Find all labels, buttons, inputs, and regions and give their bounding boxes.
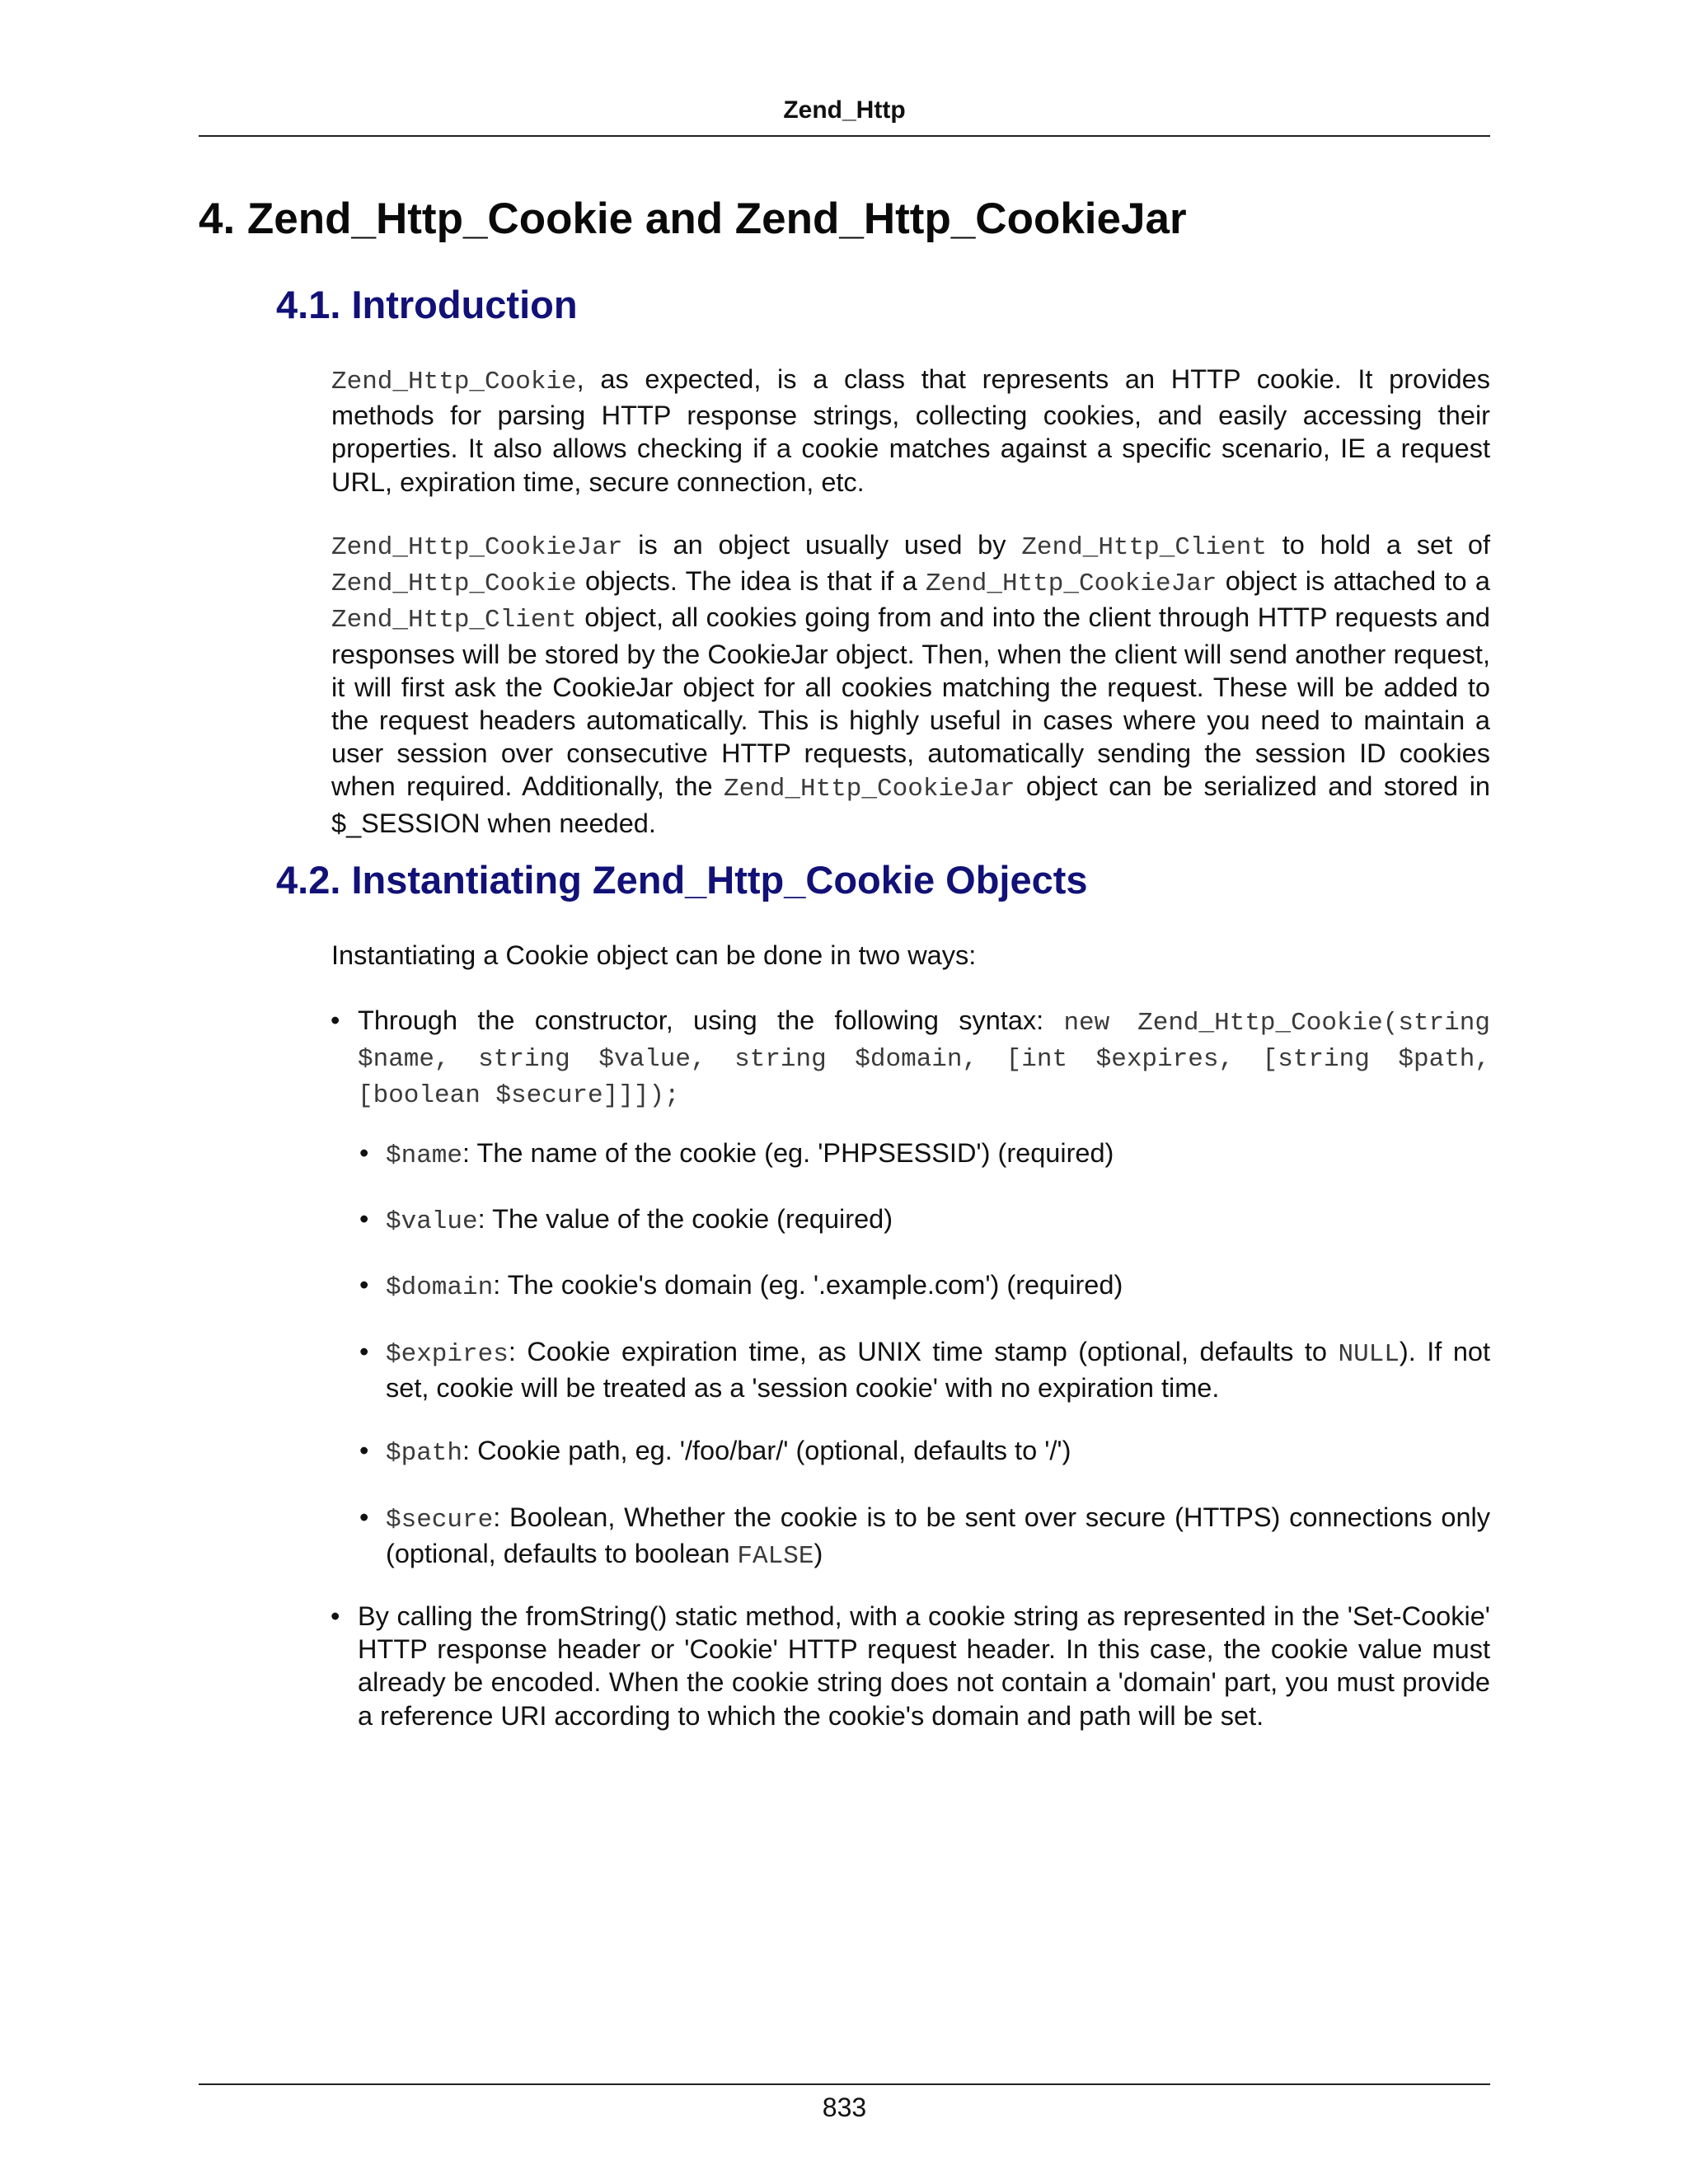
inline-code: $value (386, 1207, 478, 1236)
paragraph-text: , as expected, is a class that represents an HTTP cookie. It provides methods for parsing HTTP response strings, collecting cookies, and easily accessing their properties. It also allows checking if a cookie matches against a specific scenario, IE a request URL, expiration time, secure connection, etc. (331, 364, 1490, 497)
item-text: : Boolean, Whether the cookie is to be sent over secure (HTTPS) connections only (optional, defaults to boolean (386, 1502, 1490, 1569)
list-item-param-secure (359, 1501, 1490, 1573)
bullet-icon: • (359, 1270, 369, 1300)
paragraph-text: is an object usually used by (622, 530, 1022, 560)
list-item-param-name (359, 1137, 1490, 1173)
item-text: : Cookie path, eg. '/foo/bar/' (optional, defaults to '/') (462, 1436, 1071, 1465)
inline-code: Zend_Http_Client (331, 606, 577, 635)
inline-code: new Zend_Http_Cookie(string $name, string $value, string $domain, [int $expires, [string $path, [boolean $secure]]]); (358, 1009, 1490, 1111)
bullet-icon: • (359, 1502, 369, 1532)
paragraph-text: objects. The idea is that if a (576, 566, 926, 597)
inline-code: Zend_Http_CookieJar (331, 533, 623, 562)
list-item-param-expires (359, 1335, 1490, 1404)
inline-code: NULL (1338, 1340, 1400, 1369)
item-text: : The cookie's domain (eg. '.example.com') (required) (493, 1270, 1123, 1300)
inline-code: $path (386, 1439, 463, 1468)
paragraph-text: to hold a set of (1266, 530, 1490, 560)
inline-code: Zend_Http_CookieJar (723, 775, 1015, 804)
paragraph-text: object, all cookies going from and into the client through HTTP requests and responses will be stored by the CookieJar object. Then, when the client will send another request, it will first ask the CookieJar object for all cookies matching the request. These will be added to the request headers automatically. This is highly useful in cases where you need to maintain a user session over consecutive HTTP requests, automatically sending the session ID cookies when required. Additionally, the (331, 602, 1490, 802)
inline-code: Zend_Http_Client (1021, 533, 1267, 562)
bullet-icon: • (359, 1204, 369, 1234)
running-header: Zend_Http (783, 96, 906, 124)
footer-rule (199, 2083, 1490, 2085)
paragraph-text: object can be serialized and stored in $_SESSION when needed. (331, 771, 1490, 838)
item-text: : The name of the cookie (eg. 'PHPSESSID') (required) (462, 1138, 1114, 1168)
inline-code: Zend_Http_CookieJar (925, 569, 1217, 599)
chapter-title: 4. Zend_Http_Cookie and Zend_Http_CookieJar (199, 194, 1187, 243)
inline-code: $secure (386, 1506, 494, 1535)
bullet-icon: • (331, 1005, 340, 1035)
section-title-instantiating: 4.2. Instantiating Zend_Http_Cookie Objects (276, 858, 1088, 902)
item-text: Through the constructor, using the following syntax: (358, 1005, 1064, 1035)
page-number: 833 (822, 2093, 867, 2122)
instantiating-lead: Instantiating a Cookie object can be done in two ways: (331, 940, 977, 970)
item-text: ). If not set, cookie will be treated as a 'session cookie' with no expiration time. (386, 1337, 1490, 1404)
inline-code: Zend_Http_Cookie (331, 368, 577, 396)
bullet-icon: • (359, 1436, 369, 1465)
section-title-introduction: 4.1. Introduction (276, 283, 578, 326)
list-item-param-domain (359, 1268, 1490, 1305)
list-item-param-value (359, 1202, 1490, 1239)
inline-code: $expires (386, 1340, 509, 1369)
item-text: By calling the fromString() static method, with a cookie string as represented in the 'Set-Cookie' HTTP response header or 'Cookie' HTTP request header. In this case, the cookie value must already be encoded. When the cookie string does not contain a 'domain' part, you must provide a reference URI according to which the cookie's domain and path will be set. (358, 1601, 1490, 1731)
bullet-icon: • (359, 1138, 369, 1168)
inline-code: Zend_Http_Cookie (331, 569, 577, 599)
list-item-param-path (359, 1434, 1490, 1470)
bullet-icon: • (359, 1337, 369, 1366)
inline-code: $domain (386, 1273, 494, 1302)
item-text: ) (814, 1539, 823, 1569)
bullet-icon: • (331, 1601, 340, 1631)
item-text: : Cookie expiration time, as UNIX time stamp (optional, defaults to (508, 1337, 1339, 1366)
paragraph-text: object is attached to a (1217, 566, 1490, 597)
inline-code: FALSE (737, 1542, 814, 1572)
intro-paragraph-1 (331, 363, 1490, 499)
list-item-fromstring (331, 1600, 1490, 1732)
intro-paragraph-2 (331, 528, 1490, 840)
list-item-constructor (331, 1004, 1490, 1113)
item-text: : The value of the cookie (required) (477, 1204, 893, 1234)
inline-code: $name (386, 1141, 463, 1170)
header-rule (199, 135, 1490, 137)
